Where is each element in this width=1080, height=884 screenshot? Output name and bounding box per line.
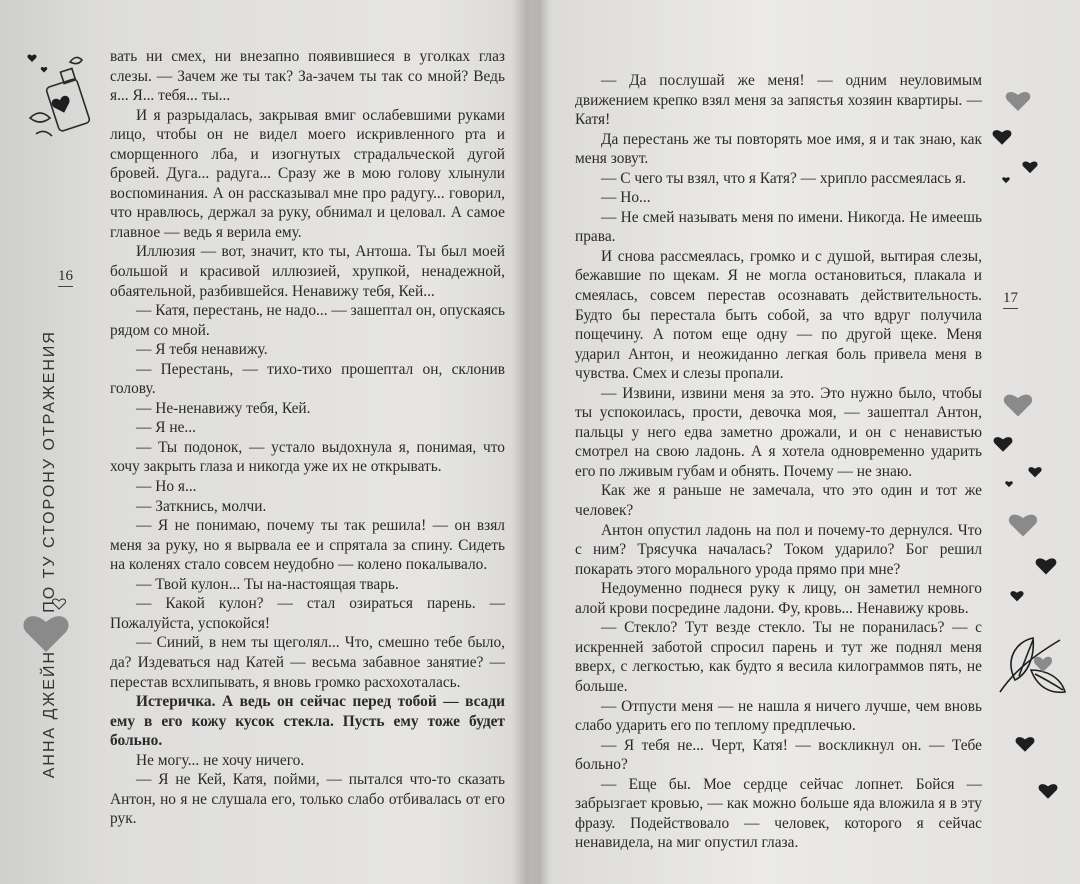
right-page-text [575, 71, 982, 853]
paragraph: — Твой кулон... Ты на-настоящая тварь. [136, 575, 399, 593]
running-title: ПО ТУ СТОРОНУ ОТРАЖЕНИЯ [41, 330, 58, 613]
paragraph: — Я не Кей, Катя, пойми, — пытался что-то сказать Антон, но я не слушала его, только слабо отбивалась от его рук. [110, 771, 505, 828]
heart-icon [993, 435, 1013, 453]
paragraph: Не могу... не хочу ничего. [136, 751, 305, 769]
paragraph: — Извини, извини меня за это. Это нужно было, чтобы ты успокоилась, прости, девочка моя, — зашептал Антон, пальцы у него едва заметно дрожали, и он с ненавистью смотрел на свою ладонь. А я хотела одновременно ударить его по лживым губам и обнять. Почему — не знаю. [575, 384, 982, 480]
left-page-text [110, 47, 505, 829]
paragraph: — Да послушай же меня! — одним неуловимым движением крепко взял меня за запястья хозяин квартиры. — Катя! [575, 72, 982, 129]
paragraph: — Я не... [136, 419, 196, 437]
paragraph: Недоуменно поднеся руку к лицу, он заметил немного алой крови посредине ладони. Фу, кровь... Ненавижу кровь. [575, 580, 982, 617]
paragraph-bold: Истеричка. А ведь он сейчас перед тобой — всади ему в его кожу кусок стекла. Пусть ему тоже будет больно. [110, 693, 505, 750]
paragraph: — Заткнись, молчи. [136, 497, 267, 515]
paragraph: Антон опустил ладонь на пол и почему-то дернулся. Что с ним? Трясучка началась? Током ударило? Бог решил покарать этого морального урода прямо при мне? [575, 521, 982, 578]
paragraph: И снова рассмеялась, громко и с душой, вытирая слезы, бежавшие по щекам. Я не могла остановиться, плакала и смеялась, совсем перестав осознавать действительность. Будто бы перестала быть собой, за что вдруг получила пощечину. А потом еще одну — по другой щеке. Меня ударил Антон, и неожиданно легкая боль привела меня в чувства. Смех и слезы пропали. [575, 247, 982, 383]
heart-icon [1022, 160, 1038, 174]
heart-icon [992, 128, 1012, 146]
paragraph: — Но... [601, 189, 651, 207]
paragraph: Как же я раньше не замечала, что это один и тот же человек? [575, 482, 982, 520]
paragraph: — Я тебя ненавижу. [136, 341, 268, 359]
perfume-bottle-icon [22, 48, 104, 148]
paragraph: — Синий, в нем ты щеголял... Что, смешно тебе было, да? Издеваться над Катей — весьма забавное занятие? — перестав всхлипывать, я вновь громко расхохоталась. [110, 634, 505, 691]
heart-icon [1005, 90, 1031, 112]
heart-icon [1003, 392, 1033, 418]
heart-icon [1005, 480, 1013, 488]
paragraph: — Еще бы. Мое сердце сейчас лопнет. Бойся — забрызгает кровью, — как можно больше яда вложила я в эту фразу. Подействовало — человек, которого я сейчас ненавидела, на миг опустил глаза. [575, 775, 982, 852]
heart-icon [1038, 782, 1058, 800]
page-number: 17 [1003, 290, 1018, 309]
paragraph: — Отпусти меня — не нашла я ничего лучше, чем вновь слабо ударить его по теплому предплечью. [575, 697, 982, 735]
paragraph: — Не-ненавижу тебя, Кей. [136, 399, 311, 417]
leaf-sprig-icon [995, 630, 1070, 700]
heart-outline-icon [52, 598, 66, 610]
heart-icon [1010, 590, 1024, 602]
paragraph: Иллюзия — вот, значит, кто ты, Антоша. Ты был моей большой и красивой иллюзией, хрупкой, ненадежной, обаятельной, разбившейся. Ненавижу тебя, Кей... [110, 243, 505, 300]
heart-icon [1002, 176, 1010, 184]
paragraph: — Не смей называть меня по имени. Никогда. Не имеешь права. [575, 208, 982, 246]
paragraph: — Какой кулон? — стал озираться парень. — Пожалуйста, успокойся! [110, 595, 505, 632]
paragraph: — С чего ты взял, что я Катя? — хрипло рассмеялась я. [601, 169, 966, 187]
heart-icon [1035, 556, 1057, 576]
paragraph: Да перестань же ты повторять мое имя, я и так знаю, как меня зовут. [575, 130, 982, 168]
heart-icon [1028, 466, 1042, 478]
heart-icon [1008, 512, 1038, 538]
paragraph: — Я тебя не... Черт, Катя! — воскликнул он. — Тебе больно? [575, 736, 982, 774]
paragraph: — Ты подонок, — устало выдохнула я, понимая, что хочу закрыть глаза и никогда уже их не открывать. [110, 438, 505, 476]
paragraph: — Стекло? Тут везде стекло. Ты не поранилась? — с искренней заботой спросил парень и тут же поднял меня вверх, с легкостью, как будто я весила килограммов пять, не больше. [575, 619, 982, 695]
paragraph: — Я не понимаю, почему ты так решила! — он взял меня за руку, но я вырвала ее и спрятала за спину. Сидеть на коленях стало совсем неудобно — колено покалывало. [110, 517, 505, 574]
page-number: 16 [58, 268, 73, 287]
paragraph: — Катя, перестань, не надо... — зашептал он, опускаясь рядом со мной. [110, 302, 505, 339]
running-author: АННА ДЖЕЙН [41, 650, 58, 779]
paragraph: — Перестань, — тихо-тихо прошептал он, склонив голову. [110, 360, 505, 398]
paragraph: вать ни смех, ни внезапно появившиеся в уголках глаз слезы. — Зачем же ты так? За-зачем ты так со мной? Ведь я... Я... тебя... ты... [110, 48, 505, 105]
heart-icon [22, 612, 70, 654]
paragraph: — Но я... [136, 478, 197, 496]
left-page [0, 0, 520, 884]
paragraph: И я разрыдалась, закрывая вмиг ослабевшими руками лицо, чтобы он не видел моего искривленного рта и сморщенного лба, и изогнутых страдальческой дугой бровей. Дуга... радуга... Сразу же в мою голову хлынули воспоминания. А он рассказывал мне про радугу... говорил, что нравлюсь, держал за руку, обнимал и целовал. А самое главное — ведь я верила ему. [110, 106, 505, 241]
heart-icon [1015, 735, 1035, 753]
